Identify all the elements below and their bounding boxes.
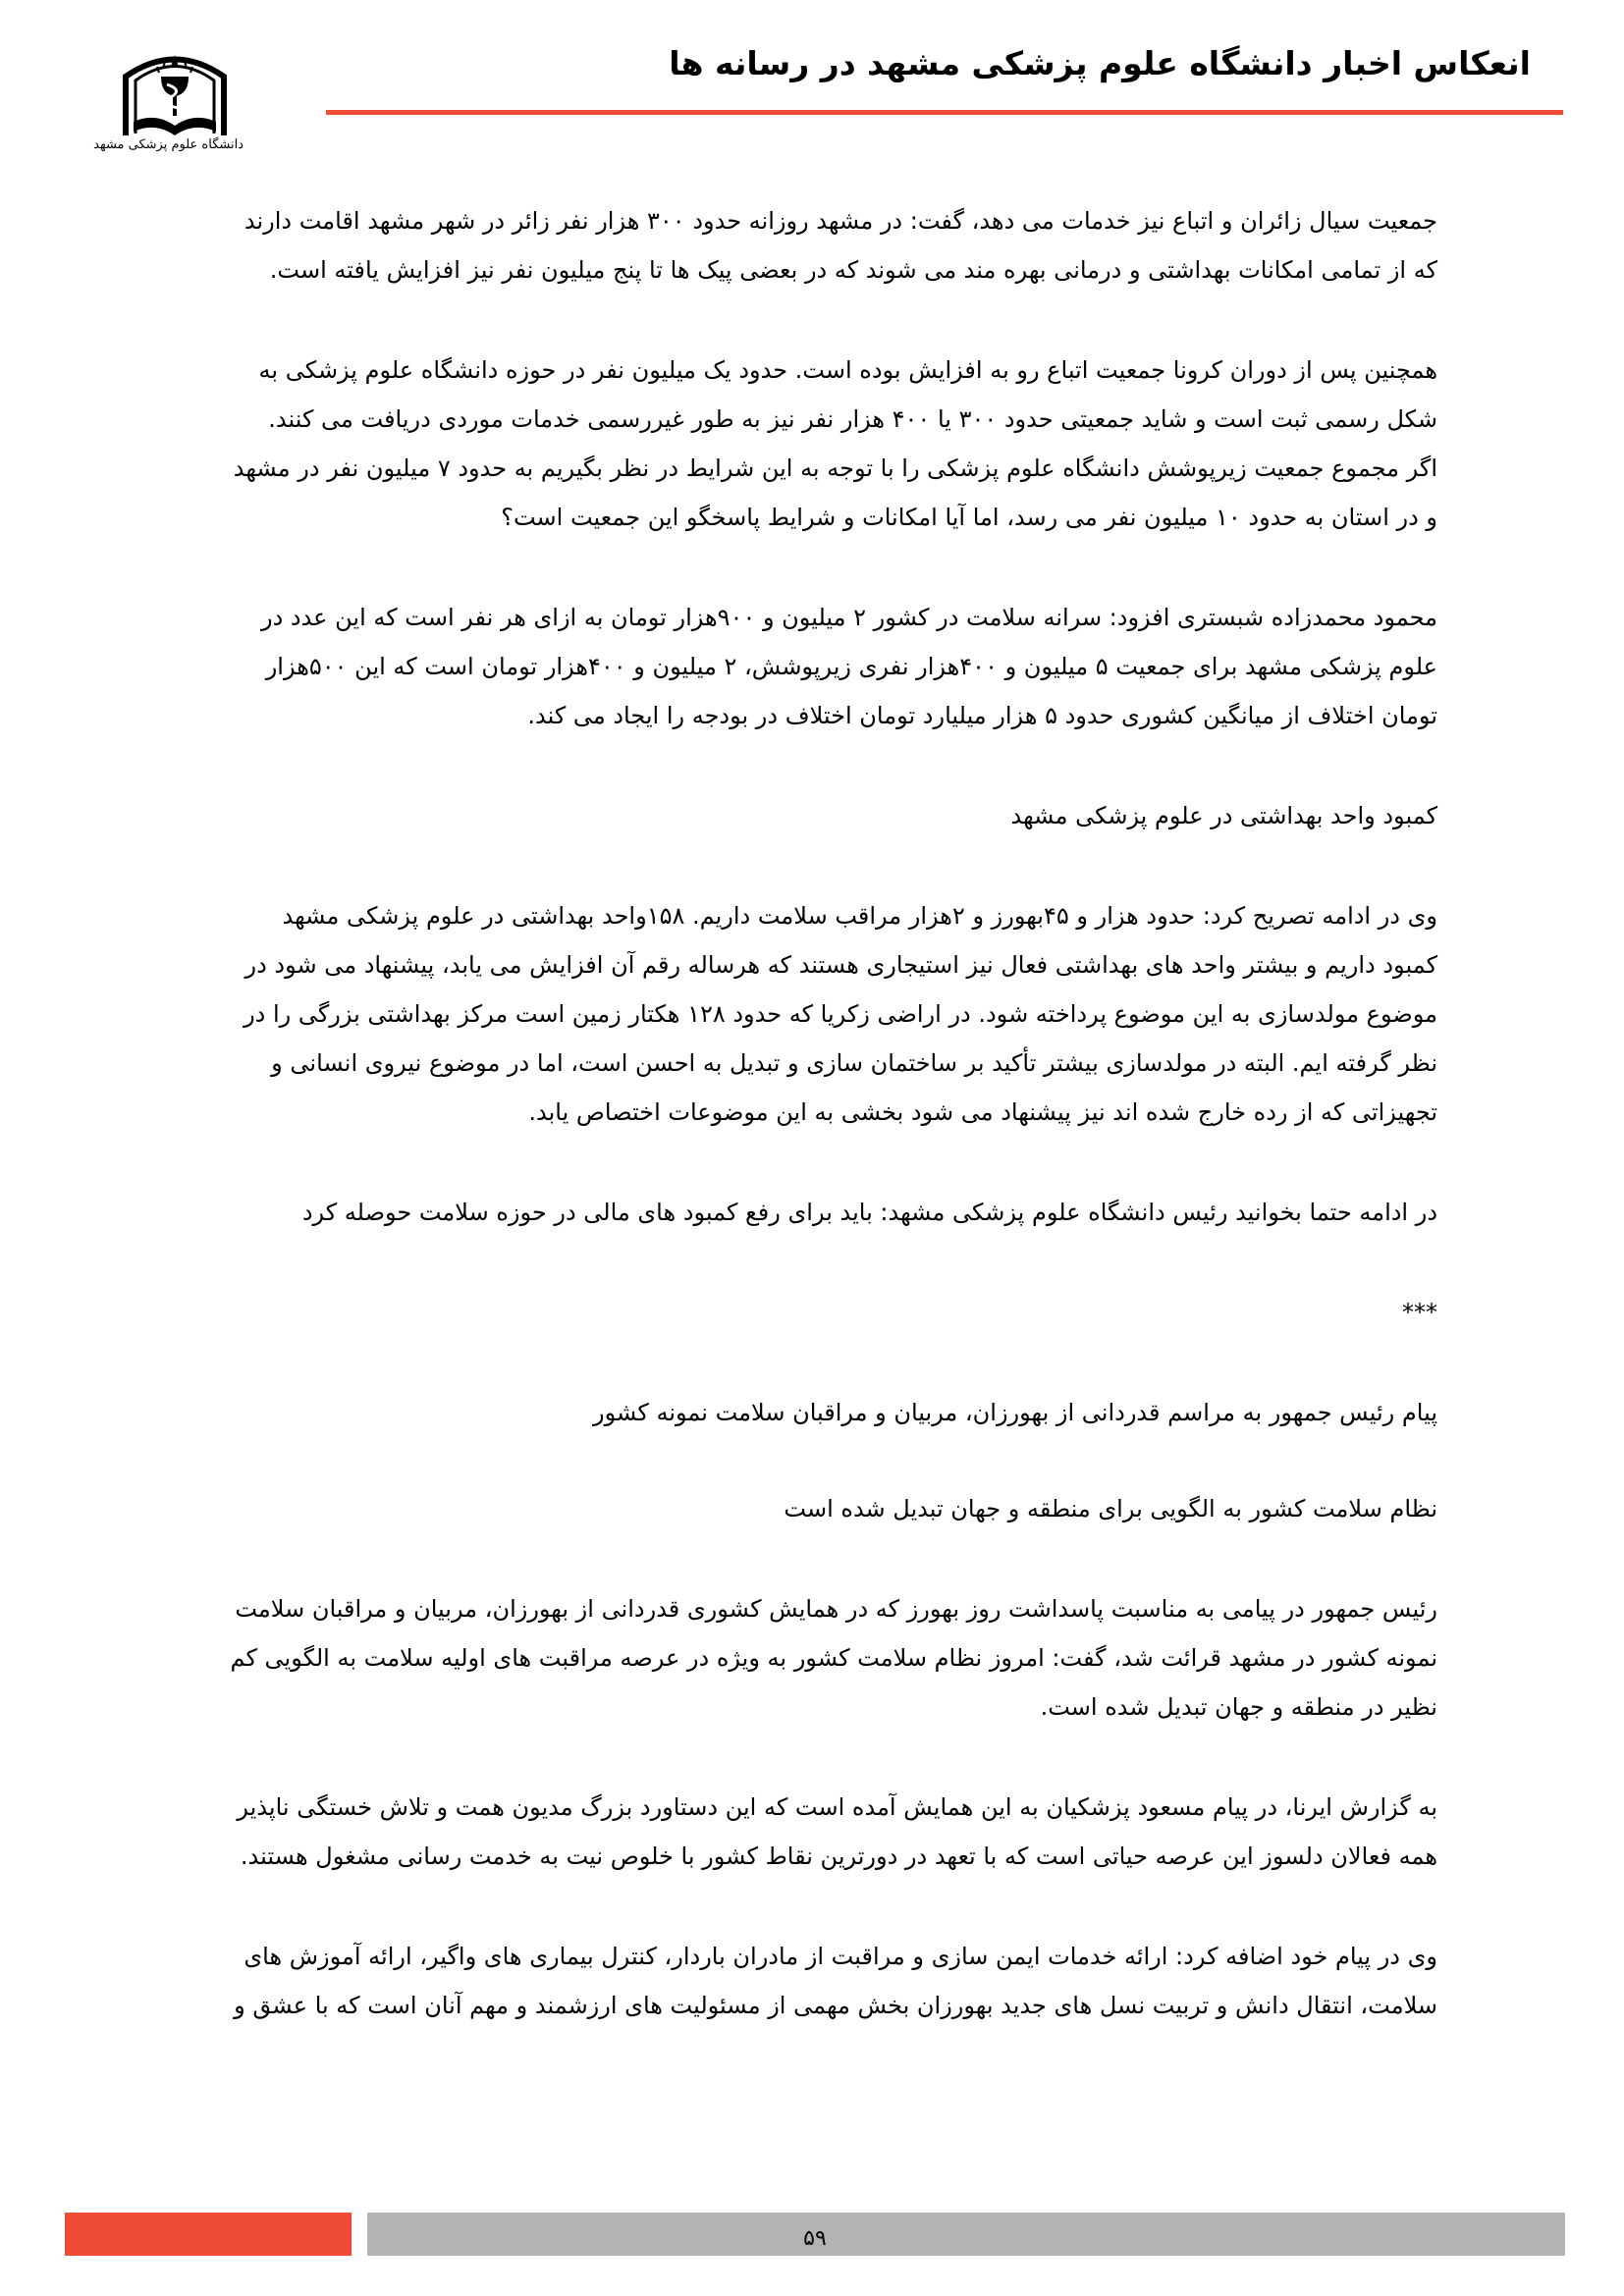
paragraph: وی در پیام خود اضافه کرد: ارائه خدمات ایمن سازی و مراقبت از مادران باردار، کنترل بیماری های واگیر، ارائه آموزش های سلامت، انتقال دانش و تربیت نسل های جدید بهورزان بخش مهمی از مسئولیت های ارزشمند و مهم آنان است که با عشق و <box>234 1943 1437 2019</box>
paragraph: جمعیت سیال زائران و اتباع نیز خدمات می دهد، گفت: در مشهد روزانه حدود ۳۰۰ هزار نفر زائر در شهر مشهد اقامت دارند که از تمامی امکانات بهداشتی و درمانی بهره مند می شوند که در بعضی پیک ها تا پنج میلیون نفر نیز افزایش یافته است. <box>244 207 1437 284</box>
paragraph: همچنین پس از دوران کرونا جمعیت اتباع رو به افزایش بوده است. حدود یک میلیون نفر در حوزه دانشگاه علوم پزشکی به شکل رسمی ثبت است و شاید جمعیتی حدود ۳۰۰ یا ۴۰۰ هزار نفر نیز به طور غیررسمی خدمات موردی دریافت می کنند. اگر مجموع جمعیت زیرپوشش دانشگاه علوم پزشکی را با توجه به این شرایط در نظر بگیریم به حدود ۷ میلیون نفر در مشهد و در استان به حدود ۱۰ میلیون نفر می رسد، اما آیا امکانات و شرایط پاسخگو این جمعیت است؟ <box>233 356 1437 531</box>
article-headline: پیام رئیس جمهور به مراسم قدردانی از بهورزان، مربیان و مراقبان سلامت نمونه کشور <box>593 1399 1437 1426</box>
header-divider <box>326 110 1563 115</box>
separator-stars: *** <box>1402 1299 1437 1326</box>
article-body <box>192 196 1437 2081</box>
paragraph: به گزارش ایرنا، در پیام مسعود پزشکیان به این همایش آمده است که این دستاورد بزرگ مدیون همت و تلاش خستگی ناپذیر همه فعالان دلسوز این عرصه حیاتی است که با تعهد در دورترین نقاط کشور با خلوص نیت به خدمت رسانی مشغول هستند. <box>237 1793 1437 1870</box>
paragraph: وی در ادامه تصریح کرد: حدود هزار و ۴۵بهورز و ۲هزار مراقب سلامت داریم. ۱۵۸واحد بهداشتی در علوم پزشکی مشهد کمبود داریم و بیشتر واحد های بهداشتی فعال نیز استیجاری هستند که هرساله رقم آن افزایش می یابد، پیشنهاد می شود در موضوع مولدسازی به این موضوع پرداخته شود. در اراضی زکریا که حدود ۱۲۸ هکتار زمین است مرکز بهداشتی بزرگی را در نظر گرفته ایم. البته در مولدسازی بیشتر تأکید بر ساختمان سازی و تبدیل به احسن است، اما در موضوع نیروی انسانی و تجهیزاتی که از رده خارج شده اند نیز پیشنهاد می شود بخشی به این موضوعات اختصاص یابد. <box>244 902 1437 1126</box>
paragraph: محمود محمدزاده شبستری افزود: سرانه سلامت در کشور ۲ میلیون و ۹۰۰هزار تومان به ازای هر نفر است که این عدد در علوم پزشکی مشهد برای جمعیت ۵ میلیون و ۴۰۰هزار نفری زیرپوشش، ۲ میلیون و ۴۰۰هزار تومان است که این ۵۰۰هزار تومان اختلاف از میانگین کشوری حدود ۵ هزار میلیارد تومان اختلاف در بودجه را ایجاد می کند. <box>260 604 1437 729</box>
section-heading: کمبود واحد بهداشتی در علوم پزشکی مشهد <box>1010 802 1437 829</box>
logo-caption: دانشگاه علوم پزشکی مشهد <box>93 137 244 152</box>
paragraph: رئیس جمهور در پیامی به مناسبت پاسداشت روز بهورز که در همایش کشوری قدردانی از بهورزان، مربیان و مراقبان سلامت نمونه کشور در مشهد قرائت شد، گفت: امروز نظام سلامت کشور به ویژه در عرصه مراقبت های اولیه سلامت به الگویی کم نظیر در منطقه و جهان تبدیل شده است. <box>230 1595 1437 1721</box>
read-also-line: در ادامه حتما بخوانید رئیس دانشگاه علوم پزشکی مشهد: باید برای رفع کمبود های مالی در حوزه سلامت حوصله کرد <box>301 1199 1437 1226</box>
page-number: ۵۹ <box>803 2226 827 2251</box>
page-header-title: انعکاس اخبار دانشگاه علوم پزشکی مشهد در رسانه ها <box>669 44 1531 82</box>
article-subheadline: نظام سلامت کشور به الگویی برای منطقه و جهان تبدیل شده است <box>784 1495 1437 1522</box>
footer-bar <box>367 2213 1565 2256</box>
university-logo-icon <box>93 37 244 175</box>
footer-accent-bar <box>65 2213 352 2256</box>
